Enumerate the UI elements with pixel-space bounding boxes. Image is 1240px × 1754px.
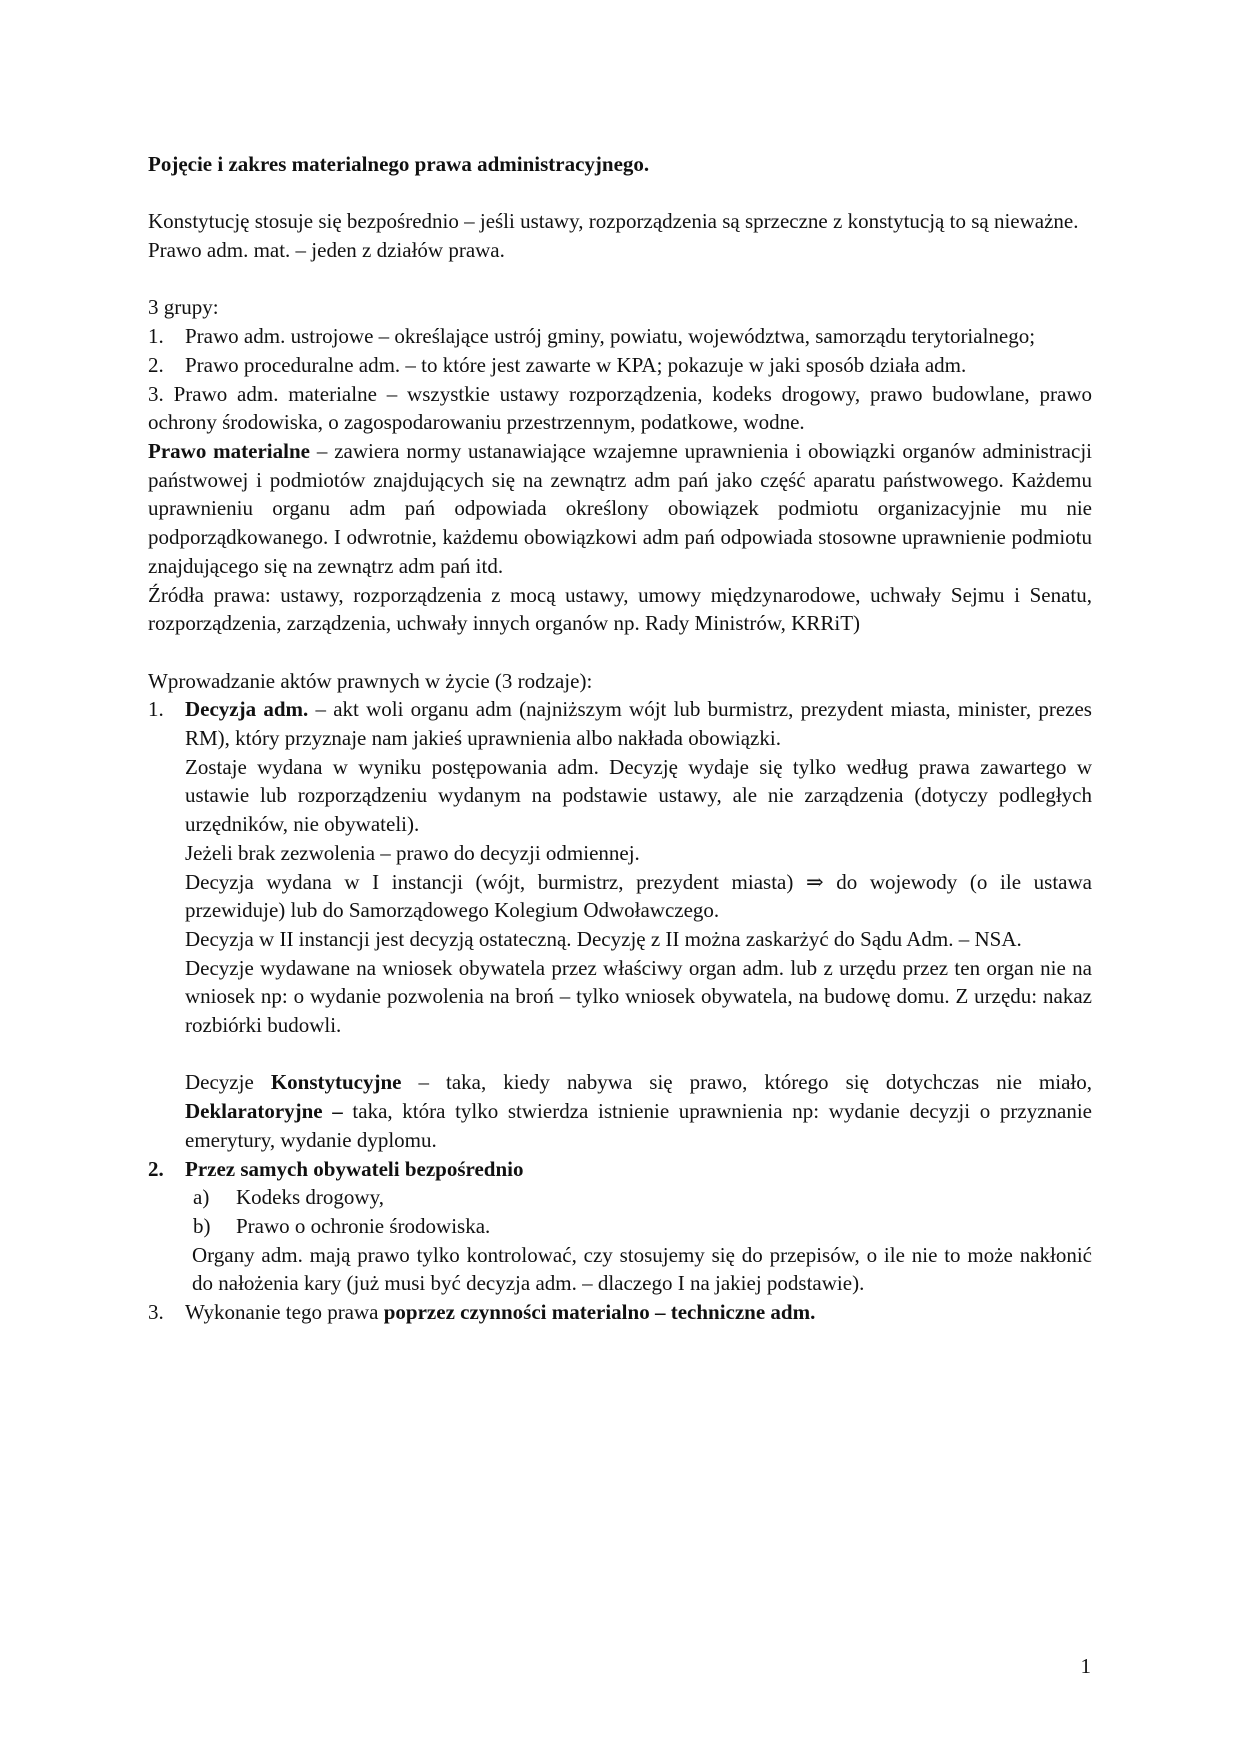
sub-list-text: Prawo o ochronie środowiska. — [236, 1213, 491, 1238]
list-number: 2. — [148, 352, 164, 377]
list-text: Wykonanie tego prawa — [185, 1300, 384, 1325]
decision-types-paragraph: Decyzje Konstytucyjne – taka, kiedy nabywa się prawo, którego się dotychczas nie miało, Deklaratoryjne – taka, która tylko stwierdza istnienie uprawnienia np: wydanie decyzji o przyznanie emerytury, wydanie dyplomu. — [185, 1070, 1092, 1152]
decision-paragraph: Jeżeli brak zezwolenia – prawo do decyzji odmiennej. — [185, 840, 640, 865]
group3-paragraph: 3. Prawo adm. materialne – wszystkie ustawy rozporządzenia, kodeks drogowy, prawo budowlane, prawo ochrony środowiska, o zagospodarowaniu przestrzennym, podatkowe, wodne. — [148, 381, 1092, 435]
decision-text: – akt woli organu adm (najniższym wójt lub burmistrz, prezydent miasta, minister, prezes RM), który przyznaje nam jakieś uprawnienia albo nakłada obowiązki. — [185, 697, 1092, 751]
list-item — [148, 695, 1092, 752]
sub-list-letter: a) — [193, 1185, 210, 1210]
material-law-term: Prawo materialne — [148, 439, 310, 463]
control-paragraph: Organy adm. mają prawo tylko kontrolować, czy stosujemy się do przepisów, o ile nie to może nakłonić do nałożenia kary (już musi być decyzja adm. – dlaczego I na jakiej podstawie). — [192, 1242, 1092, 1296]
list-number: 1. — [148, 324, 164, 349]
list-text: Przez samych obywateli bezpośrednio — [185, 1156, 524, 1181]
list-number: 3. — [148, 1300, 164, 1325]
material-law-text: – zawiera normy ustanawiające wzajemne uprawnienia i obowiązki organów administracji państwowej i podmiotów znajdujących się na zewnątrz adm pań jako część aparatu państwowego. Każdemu uprawnieniu organu adm pań odpowiada określony obowiązek podmiotu organizacyjnie mu nie podporządkowanego. I odwrotnie, każdemu obowiązkowi adm pań odpowiada stosowne uprawnienie podmiotu znajdującego się na zewnątrz adm pań itd. — [148, 439, 1092, 578]
material-law-paragraph — [148, 437, 1092, 581]
list-number: 1. — [148, 697, 164, 722]
list-item — [148, 351, 1092, 380]
decision-paragraph: Decyzje wydawane na wniosek obywatela przez właściwy organ adm. lub z urzędu przez ten organ nie na wniosek np: o wydanie pozwolenia na broń – tylko wniosek obywatela, na budowę domu. Z urzędu: nakaz rozbiórki budowli. — [185, 955, 1092, 1038]
constitutive-term: Konstytucyjne — [270, 1070, 402, 1095]
intro-paragraph: Prawo adm. mat. – jeden z działów prawa. — [148, 238, 505, 263]
decision-paragraph: Zostaje wydana w wyniku postępowania adm. Decyzję wydaje się tylko według prawa zawartego w ustawie lub rozporządzeniu wydanym na podstawie ustawy, ale nie zarządzenia (dotyczy podległych urzędników, nie obywateli). — [185, 754, 1092, 837]
list-item — [148, 1298, 1092, 1327]
acts-heading: Wprowadzanie aktów prawnych w życie (3 rodzaje): — [148, 668, 593, 693]
decision-paragraph: Decyzja wydana w I instancji (wójt, burmistrz, prezydent miasta) ⇒ do wojewody (o ile ustawa przewiduje) lub do Samorządowego Kolegium Odwoławczego. — [185, 869, 1092, 923]
decision-paragraph: Decyzja w II instancji jest decyzją ostateczną. Decyzję z II można zaskarżyć do Sądu Adm. – NSA. — [185, 926, 1022, 951]
list-text: Prawo proceduralne adm. – to które jest zawarte w KPA; pokazuje w jaki sposób działa adm. — [185, 352, 967, 377]
list-item — [148, 322, 1092, 351]
sub-list-text: Kodeks drogowy, — [236, 1185, 384, 1210]
declaratory-term: Deklaratoryjne – — [185, 1099, 343, 1124]
decision-term: Decyzja adm. — [185, 697, 309, 722]
list-bold-text: poprzez czynności materialno – techniczne adm. — [383, 1300, 816, 1325]
intro-paragraph: Konstytucję stosuje się bezpośrednio – jeśli ustawy, rozporządzenia są sprzeczne z konstytucją to są nieważne. — [148, 209, 1079, 234]
document-body — [148, 148, 1092, 1327]
sub-list-item — [148, 1183, 1092, 1212]
list-number: 2. — [148, 1156, 164, 1181]
document-title: Pojęcie i zakres materialnego prawa administracyjnego. — [148, 152, 650, 176]
groups-heading: 3 grupy: — [148, 295, 219, 320]
sub-list-letter: b) — [193, 1213, 211, 1238]
page-number: 1 — [1080, 1654, 1091, 1678]
sources-paragraph: Źródła prawa: ustawy, rozporządzenia z mocą ustawy, umowy międzynarodowe, uchwały Sejmu i Senatu, rozporządzenia, zarządzenia, uchwały innych organów np. Rady Ministrów, KRRiT) — [148, 582, 1092, 636]
list-item — [148, 1155, 1092, 1184]
list-text: Prawo adm. ustrojowe – określające ustrój gminy, powiatu, województwa, samorządu terytorialnego; — [185, 324, 1036, 349]
sub-list-item — [148, 1212, 1092, 1241]
